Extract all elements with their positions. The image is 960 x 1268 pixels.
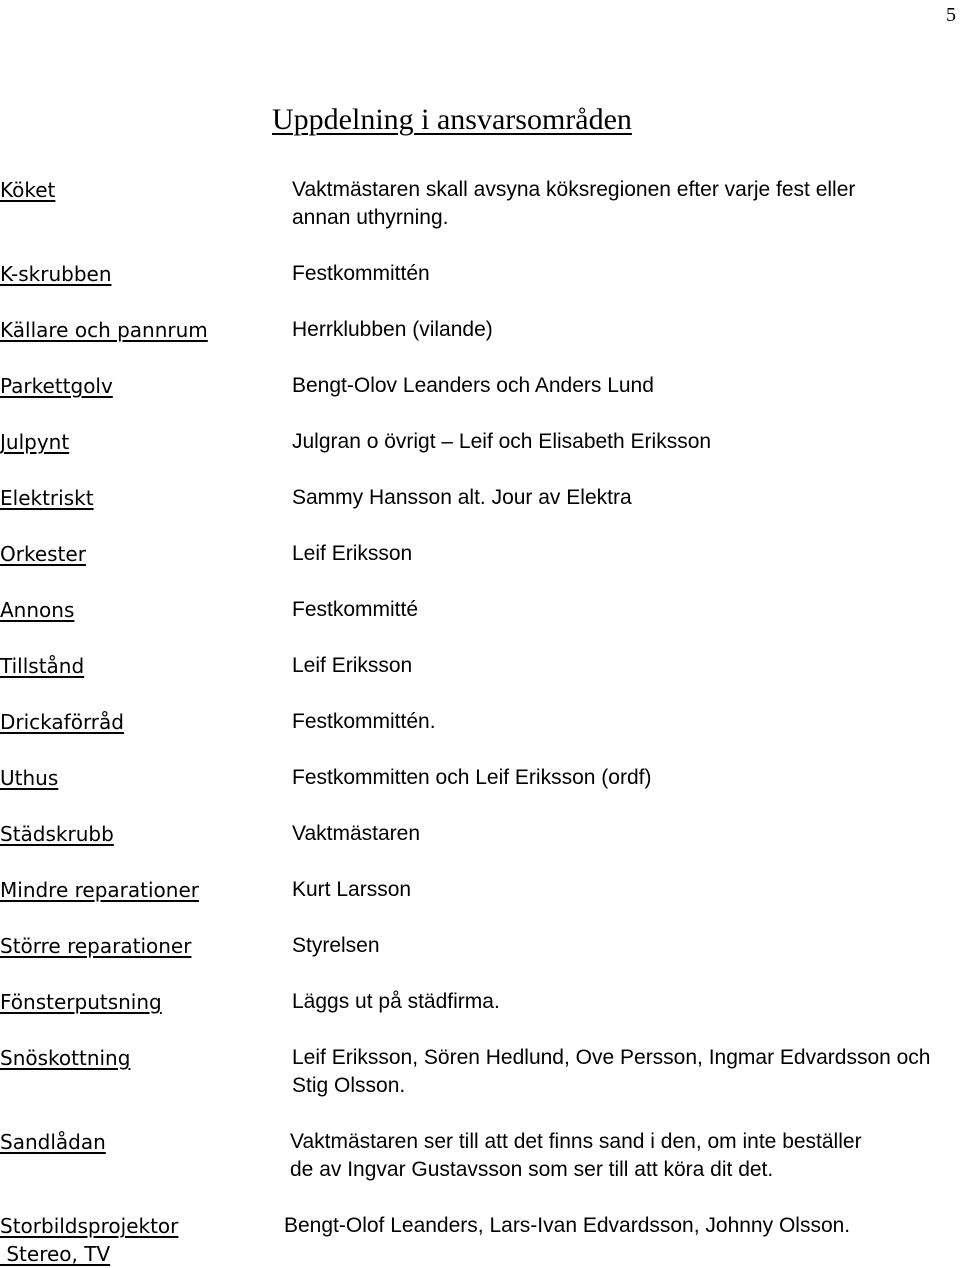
area-label: Drickaförråd	[0, 710, 124, 734]
area-label: Parkettgolv	[0, 374, 113, 398]
area-label: K-skrubben	[0, 262, 112, 286]
responsible-text: Vaktmästaren ser till att det finns sand i den, om inte beställer de av Ingvar Gustavsson som ser till att köra dit det.	[290, 1130, 862, 1181]
area-label: Städskrubb	[0, 822, 114, 846]
responsible-text: Festkommitté	[292, 598, 419, 621]
responsible-text: Festkommittén	[292, 262, 430, 285]
responsible-text: Bengt-Olof Leanders, Lars-Ivan Edvardsson, Johnny Olsson.	[284, 1214, 851, 1237]
area-label: Mindre reparationer	[0, 878, 199, 902]
responsible-text: Läggs ut på städfirma.	[292, 990, 500, 1013]
area-label: Källare och pannrum	[0, 318, 208, 342]
responsible-text: Vaktmästaren	[292, 822, 420, 845]
area-label: Elektriskt	[0, 486, 94, 510]
responsible-text: Vaktmästaren skall avsyna köksregionen efter varje fest eller annan uthyrning.	[292, 178, 856, 229]
responsible-text: Leif Eriksson	[292, 542, 413, 565]
responsible-text: Leif Eriksson	[292, 654, 413, 677]
area-label: Köket	[0, 178, 56, 202]
area-label: Större reparationer	[0, 934, 192, 958]
responsible-text: Festkommitten och Leif Eriksson (ordf)	[292, 766, 652, 789]
responsible-text: Kurt Larsson	[292, 878, 412, 901]
area-label: Snöskottning	[0, 1046, 131, 1070]
area-label: Sandlådan	[0, 1130, 106, 1154]
page-number: 5	[946, 4, 956, 26]
area-label: Tillstånd	[0, 654, 85, 678]
page-title: Uppdelning i ansvarsområden	[272, 103, 632, 136]
responsible-text: Bengt-Olov Leanders och Anders Lund	[292, 374, 654, 397]
responsible-text: Festkommittén.	[292, 710, 436, 733]
responsible-text: Sammy Hansson alt. Jour av Elektra	[292, 486, 632, 509]
responsible-text: Styrelsen	[292, 934, 380, 957]
area-label: Orkester	[0, 542, 86, 566]
area-label: Storbildsprojektor Stereo, TV	[0, 1214, 179, 1266]
responsible-text: Herrklubben (vilande)	[292, 318, 493, 341]
area-label: Annons	[0, 598, 75, 622]
area-label: Uthus	[0, 766, 59, 790]
responsible-text: Julgran o övrigt – Leif och Elisabeth Eriksson	[292, 430, 712, 453]
responsible-text: Leif Eriksson, Sören Hedlund, Ove Persson, Ingmar Edvardsson och Stig Olsson.	[292, 1046, 931, 1097]
area-label: Fönsterputsning	[0, 990, 162, 1014]
area-label: Julpynt	[0, 430, 70, 454]
